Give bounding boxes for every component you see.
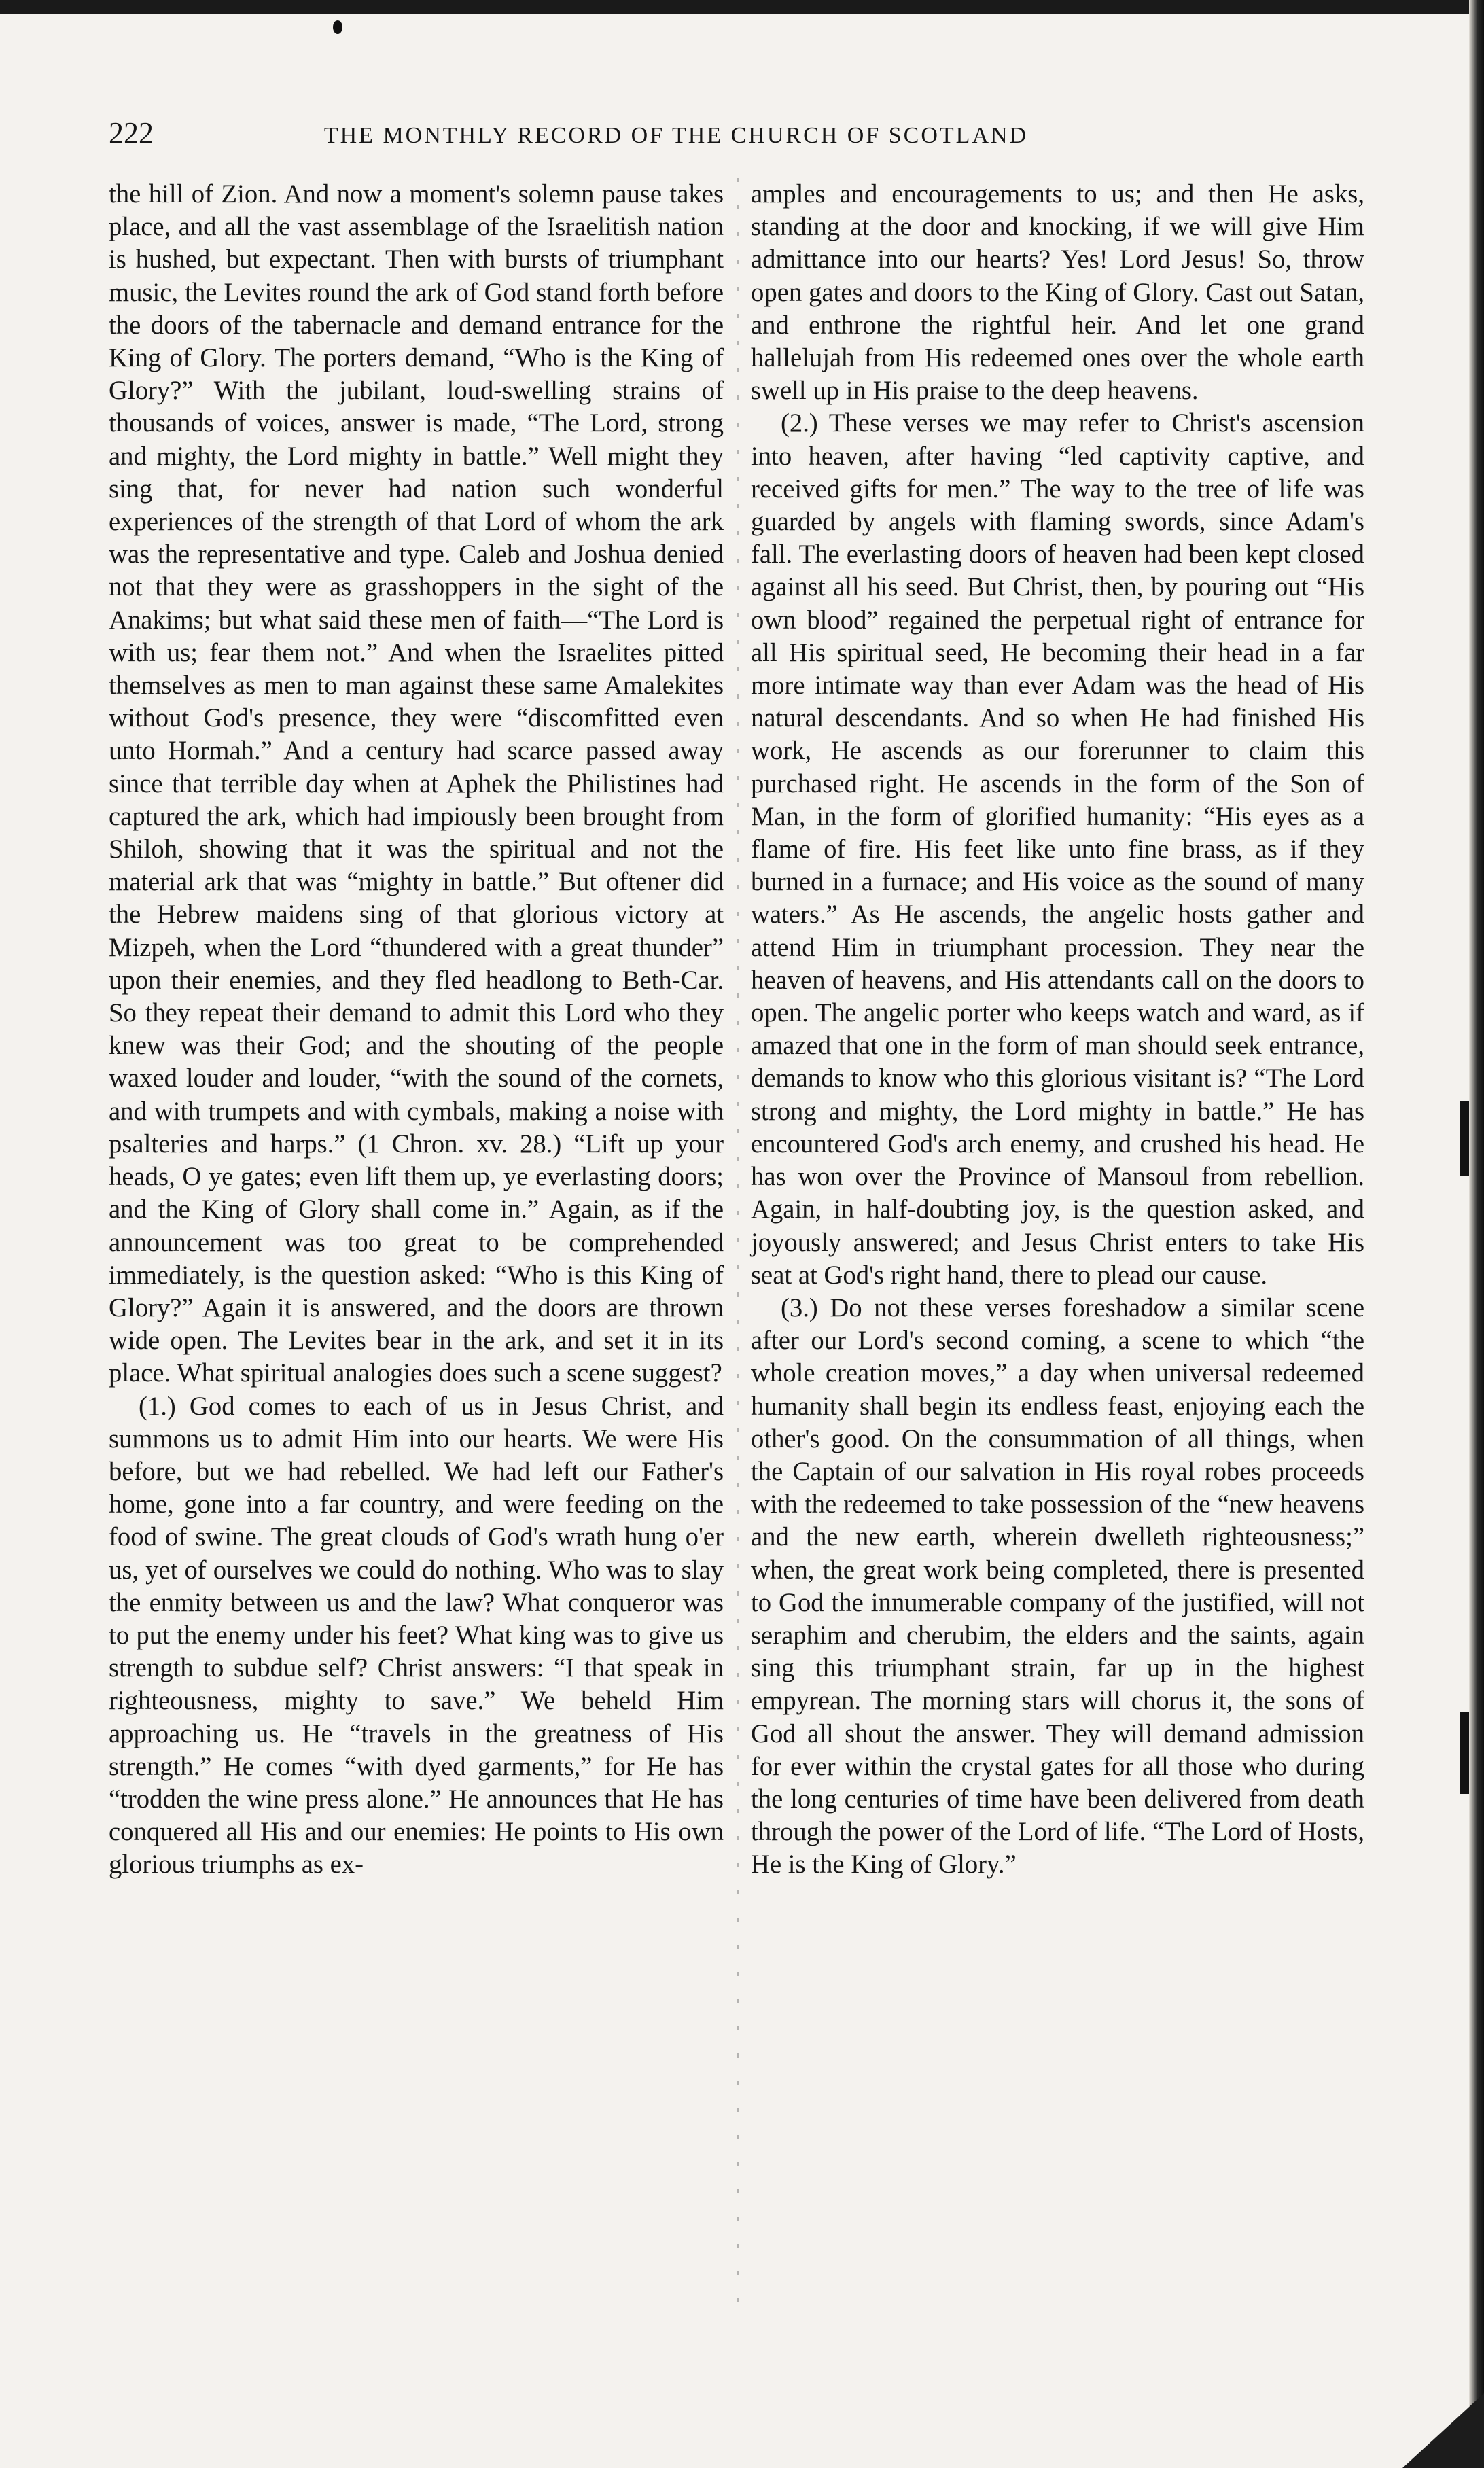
margin-mark <box>1460 1712 1469 1794</box>
journal-title: THE MONTHLY RECORD OF THE CHURCH OF SCOTLAND <box>323 123 1029 148</box>
paragraph: amples and encouragements to us; and then He asks, standing at the door and knocking, if we will give Him admittance into our hearts? Yes! Lord Jesus! So, throw open gates and doors to the King of Glory. Cast out Satan, and enthrone the rightful heir. And let one grand hallelujah from His redeemed ones over the whole earth swell up in His praise to the deep heavens. <box>751 180 1364 406</box>
paragraph: (1.) God comes to each of us in Jesus Christ, and summons us to admit Him into our hearts. We were His before, but we had rebelled. We had left our Father's home, gone into a far country, and were feeding on the food of swine. The great clouds of God's wrath hung o'er us, yet of ourselves we could do nothing. Who was to slay the enmity between us and the law? What conqueror was to put the enemy under his feet? What king was to give us strength to subdue self? Christ answers: “I that speak in righteousness, mighty to save.” We beheld Him approaching us. He “travels in the greatness of His strength.” He comes “with dyed garments,” for He has “trodden the wine press alone.” He announces that He has conquered all His and our enemies: He points to His own glorious triumphs as ex- <box>109 1392 724 1880</box>
column-divider <box>737 178 739 2319</box>
page-number: 222 <box>109 116 154 149</box>
scan-right-edge <box>1469 0 1484 2468</box>
scan-top-edge <box>0 0 1484 14</box>
paragraph: the hill of Zion. And now a moment's solemn pause takes place, and all the vast assemblage of the Israelitish nation is hushed, but expectant. Then with bursts of triumphant music, the Levites round the ark of God stand forth before the doors of the tabernacle and demand entrance for the King of Glory. The porters demand, “Who is the King of Glory?” With the jubilant, loud-swelling strains of thousands of voices, answer is made, “The Lord, strong and mighty, the Lord mighty in battle.” Well might they sing that, for never had nation such wonderful experiences of the strength of that Lord of whom the ark was the representative and type. Caleb and Joshua denied not that they were as grasshoppers in the sight of the Anakims; but what said these men of faith—“The Lord is with us; fear them not.” And when the Israelites pitted themselves as men to man against these same Amalekites without God's presence, they were “discomfitted even unto Hormah.” And a century had scarce passed away since that terrible day when at Aphek the Philistines had captured the ark, which had impiously been brought from Shiloh, showing that it was the spiritual and not the material ark that was “mighty in battle.” But oftener did the Hebrew maidens sing of that glorious victory at Mizpeh, when the Lord “thundered with a great thunder” upon their enemies, and they fled headlong to Beth-Car. So they repeat their demand to admit this Lord who they knew was their God; and the shouting of the people waxed louder and louder, “with the sound of the cornets, and with trumpets and with cymbals, making a noise with psalteries and harps.” (1 Chron. xv. 28.) “Lift up your heads, O ye gates; even lift them up, ye everlasting doors; and the King of Glory shall come in.” Again, as if the announcement was too great to be comprehended immediately, is the question asked: “Who is this King of Glory?” Again it is answered, and the doors are thrown wide open. The Levites bear in the ark, and set it in its place. What spiritual analogies does such a scene suggest? <box>109 180 724 1388</box>
running-head <box>109 116 1142 163</box>
paragraph: (2.) These verses we may refer to Christ's ascension into heaven, after having “led captivity captive, and received gifts for men.” The way to the tree of life was guarded by angels with flaming swords, since Adam's fall. The everlasting doors of heaven had been kept closed against all his seed. But Christ, then, by pouring out “His own blood” regained the perpetual right of entrance for all His spiritual seed, He becoming their head in a far more intimate way than ever Adam was the head of His natural descendants. And so when He had finished His work, He ascends as our forerunner to claim this purchased right. He ascends in the form of the Son of Man, in the form of glorified humanity: “His eyes as a flame of fire. His feet like unto fine brass, as if they burned in a furnace; and His voice as the sound of many waters.” As He ascends, the angelic hosts gather and attend Him in triumphant procession. They near the heaven of heavens, and His attendants call on the doors to open. The angelic porter who keeps watch and ward, as if amazed that one in the form of man should seek entrance, demands to know who this glorious visitant is? “The Lord strong and mighty, the Lord mighty in battle.” He has encountered God's arch enemy, and crushed his head. He has won over the Province of Mansoul from rebellion. Again, in half-doubting joy, is the question asked, and joyously answered; and Jesus Christ enters to take His seat at God's right hand, there to plead our cause. <box>751 409 1364 1290</box>
margin-mark <box>1460 1101 1469 1176</box>
right-column <box>751 178 1364 1882</box>
left-column <box>109 178 724 1882</box>
paragraph: (3.) Do not these verses foreshadow a similar scene after our Lord's second coming, a scene to which “the whole creation moves,” a day when universal redeemed humanity shall begin its endless feast, enjoying each the other's good. On the consummation of all things, when the Captain of our salvation in His royal robes proceeds with the redeemed to take possession of the “new heavens and the new earth, wherein dwelleth righteousness;” when, the great work being completed, there is presented to God the innumerable company of the justified, will not seraphim and cherubim, the elders and the saints, again sing this triumphant strain, far up in the highest empyrean. The morning stars will chorus it, the sons of God all shout the answer. They will demand admission for ever within the crystal gates for all those who during the long centuries of time have been delivered from death through the power of the Lord of life. “The Lord of Hosts, He is the King of Glory.” <box>751 1293 1364 1880</box>
ink-spot <box>333 20 342 34</box>
scan-corner-mark <box>1402 2393 1484 2468</box>
